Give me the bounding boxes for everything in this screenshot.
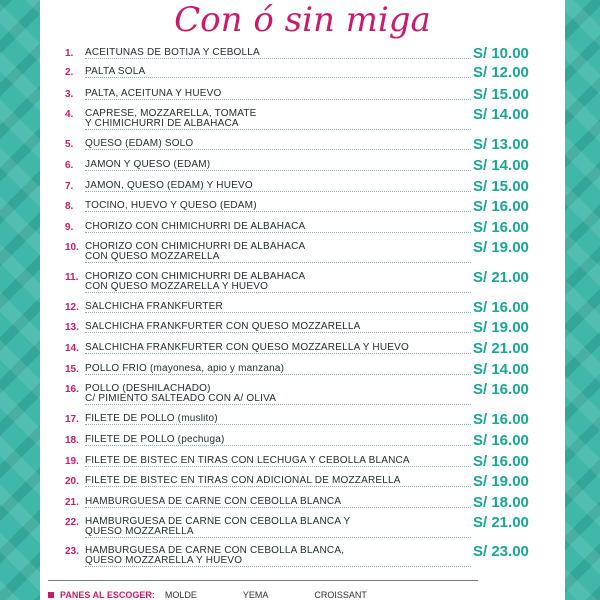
bread-option: MOLDE bbox=[164, 590, 197, 600]
dotted-leader bbox=[85, 311, 471, 313]
footer-divider bbox=[48, 580, 478, 581]
dotted-leader bbox=[85, 190, 471, 192]
item-price: S/ 21.00 bbox=[473, 269, 529, 286]
item-price: S/ 14.00 bbox=[473, 361, 529, 378]
item-name bbox=[85, 272, 463, 292]
item-name-line: CHORIZO CON CHIMICHURRI DE ALBAHACA bbox=[85, 222, 306, 232]
item-name-line: TOCINO, HUEVO Y QUESO (EDAM) bbox=[85, 201, 257, 211]
dotted-leader bbox=[85, 565, 471, 567]
item-price: S/ 14.00 bbox=[473, 157, 529, 174]
dotted-leader bbox=[85, 403, 471, 405]
bread-option: YEMA bbox=[242, 590, 269, 600]
dotted-leader bbox=[85, 128, 471, 130]
dotted-leader bbox=[85, 506, 471, 508]
dotted-leader bbox=[85, 465, 471, 467]
item-number: 4. bbox=[65, 109, 74, 120]
item-name bbox=[85, 517, 463, 537]
menu-title: Con ó sin miga bbox=[174, 0, 431, 40]
item-name-line: PALTA, ACEITUNA Y HUEVO bbox=[85, 89, 222, 99]
dotted-leader bbox=[85, 98, 471, 100]
dotted-leader bbox=[85, 57, 471, 59]
item-name-line: Y CHIMICHURRI DE ALBAHACA bbox=[85, 118, 239, 129]
item-name-line: POLLO (DESHILACHADO) bbox=[85, 384, 211, 394]
dotted-leader bbox=[85, 148, 471, 150]
item-price: S/ 12.00 bbox=[473, 64, 529, 81]
item-price: S/ 16.00 bbox=[473, 432, 529, 449]
dotted-leader bbox=[85, 169, 471, 171]
item-number: 7. bbox=[65, 181, 74, 192]
item-number: 22. bbox=[65, 517, 79, 528]
item-number: 15. bbox=[65, 364, 79, 375]
menu-card bbox=[40, 0, 565, 600]
dotted-leader bbox=[85, 210, 471, 212]
item-price: S/ 16.00 bbox=[473, 219, 529, 236]
item-name-line: HAMBURGUESA DE CARNE CON CEBOLLA BLANCA Y bbox=[85, 517, 351, 527]
item-name-line: SALCHICHA FRANKFURTER CON QUESO MOZZARELLA Y HUEVO bbox=[85, 343, 409, 353]
item-number: 12. bbox=[65, 302, 79, 313]
item-name-line: HAMBURGUESA DE CARNE CON CEBOLLA BLANCA, bbox=[85, 546, 345, 556]
item-name bbox=[85, 384, 463, 404]
item-price: S/ 16.00 bbox=[473, 381, 529, 398]
item-name-line: ACEITUNAS DE BOTIJA Y CEBOLLA bbox=[85, 48, 260, 58]
item-number: 19. bbox=[65, 456, 79, 467]
item-price: S/ 19.00 bbox=[473, 473, 529, 490]
item-name-line: FILETE DE POLLO (pechuga) bbox=[85, 435, 225, 445]
item-name-line: JAMÓN, QUESO (EDAM) Y HUEVO bbox=[85, 181, 253, 191]
item-number: 14. bbox=[65, 343, 79, 354]
item-price: S/ 18.00 bbox=[473, 494, 529, 511]
item-name-line: CAPRESE, MOZZARELLA, TOMATE bbox=[85, 109, 257, 119]
item-name-line: POLLO FRÍO (mayonesa, apio y manzana) bbox=[85, 364, 285, 374]
item-name-line: CHORIZO CON CHIMICHURRI DE ALBAHACA bbox=[85, 242, 306, 252]
bread-options-label: PANES AL ESCOGER: bbox=[60, 590, 155, 600]
item-price: S/ 16.00 bbox=[473, 411, 529, 428]
item-price: S/ 16.00 bbox=[473, 299, 529, 316]
item-number: 21. bbox=[65, 497, 79, 508]
item-number: 17. bbox=[65, 414, 79, 425]
item-name-line: JAMÓN Y QUESO (EDAM) bbox=[85, 160, 211, 170]
item-name bbox=[85, 109, 463, 129]
item-number: 5. bbox=[65, 139, 74, 150]
item-number: 6. bbox=[65, 160, 74, 171]
item-price: S/ 21.00 bbox=[473, 514, 529, 531]
dotted-leader bbox=[85, 373, 471, 375]
item-name-line: SALCHICHA FRANKFURTER bbox=[85, 302, 223, 312]
dotted-leader bbox=[85, 485, 471, 487]
item-name-line: HAMBURGUESA DE CARNE CON CEBOLLA BLANCA bbox=[85, 497, 342, 507]
item-price: S/ 15.00 bbox=[473, 178, 529, 195]
item-name-line: CHORIZO CON CHIMICHURRI DE ALBAHACA bbox=[85, 272, 306, 282]
item-name-line: QUESO MOZZARELLA Y HUEVO bbox=[85, 555, 243, 566]
item-number: 10. bbox=[65, 242, 79, 253]
item-number: 20. bbox=[65, 476, 79, 487]
item-name-line: FILETE DE BISTEC EN TIRAS CON ADICIONAL DE MOZZARELLA bbox=[85, 476, 401, 486]
dotted-leader bbox=[85, 444, 471, 446]
item-name-line: QUESO (EDAM) SOLO bbox=[85, 139, 194, 149]
dotted-leader bbox=[85, 231, 471, 233]
bullet-icon bbox=[48, 592, 54, 598]
item-price: S/ 13.00 bbox=[473, 136, 529, 153]
item-name-line: SALCHICHA FRANKFURTER CON QUESO MOZZARELLA bbox=[85, 322, 361, 332]
item-price: S/ 16.00 bbox=[473, 198, 529, 215]
item-price: S/ 19.00 bbox=[473, 239, 529, 256]
item-name-line: QUESO MOZZARELLA bbox=[85, 526, 194, 537]
dotted-leader bbox=[85, 331, 471, 333]
item-name-line: FILETE DE BISTEC EN TIRAS CON LECHUGA Y CEBOLLA BLANCA bbox=[85, 456, 410, 466]
item-name-line: CON QUESO MOZZARELLA Y HUEVO bbox=[85, 281, 269, 292]
item-price: S/ 21.00 bbox=[473, 340, 529, 357]
item-name-line: FILETE DE POLLO (muslito) bbox=[85, 414, 218, 424]
dotted-leader bbox=[85, 291, 471, 293]
item-name-line: C/ PIMIENTO SALTEADO CON A/ OLIVA bbox=[85, 393, 277, 404]
item-name-line: PALTA SOLA bbox=[85, 67, 146, 77]
item-name bbox=[85, 546, 463, 566]
item-number: 8. bbox=[65, 201, 74, 212]
dotted-leader bbox=[85, 352, 471, 354]
dotted-leader bbox=[85, 423, 471, 425]
item-name-line: CON QUESO MOZZARELLA bbox=[85, 251, 220, 262]
item-price: S/ 10.00 bbox=[473, 45, 529, 62]
item-number: 23. bbox=[65, 546, 79, 557]
item-number: 1. bbox=[65, 48, 74, 59]
bread-option: CROISSANT bbox=[314, 590, 367, 600]
bread-options bbox=[48, 590, 413, 600]
item-price: S/ 23.00 bbox=[473, 543, 529, 560]
item-number: 18. bbox=[65, 435, 79, 446]
item-number: 3. bbox=[65, 89, 74, 100]
item-price: S/ 16.00 bbox=[473, 453, 529, 470]
dotted-leader bbox=[85, 536, 471, 538]
dotted-leader bbox=[85, 261, 471, 263]
item-number: 16. bbox=[65, 384, 79, 395]
item-number: 11. bbox=[65, 272, 79, 283]
item-number: 9. bbox=[65, 222, 74, 233]
item-price: S/ 14.00 bbox=[473, 106, 529, 123]
item-name bbox=[85, 242, 463, 262]
item-number: 13. bbox=[65, 322, 79, 333]
item-price: S/ 19.00 bbox=[473, 319, 529, 336]
item-number: 2. bbox=[65, 67, 74, 78]
item-price: S/ 15.00 bbox=[473, 86, 529, 103]
dotted-leader bbox=[85, 76, 471, 78]
